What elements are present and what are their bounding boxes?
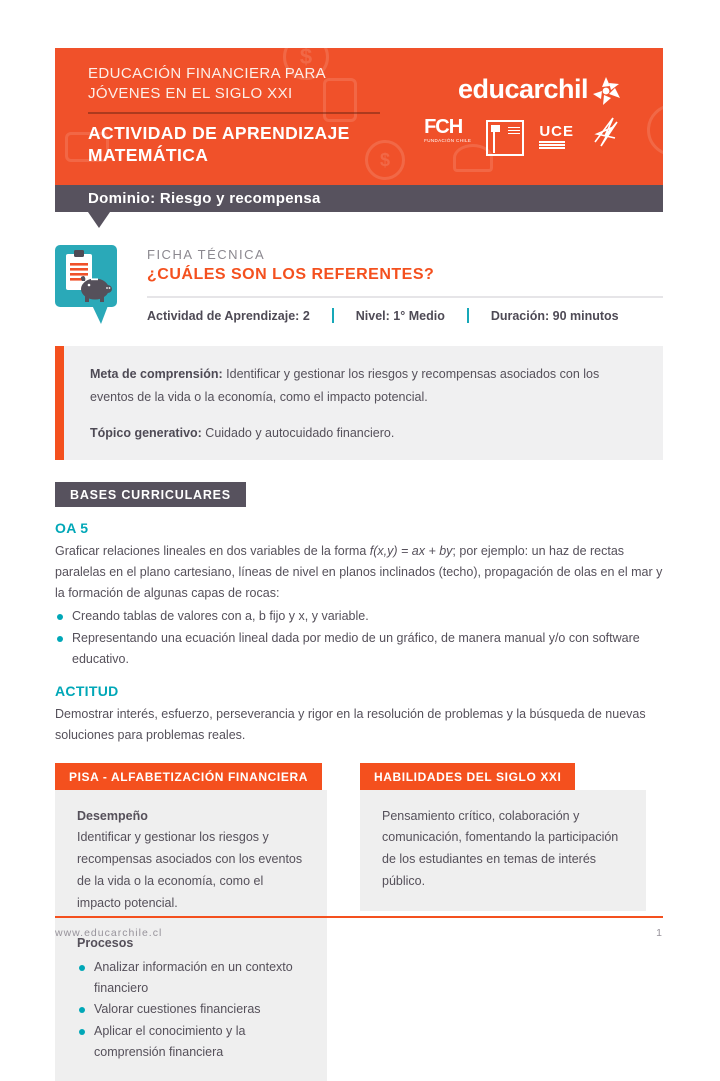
- header-band: [55, 48, 663, 185]
- coin-doodle-icon: $: [365, 140, 405, 180]
- activity-details: [147, 308, 663, 323]
- detail-duration: Duración: 90 minutos: [491, 309, 619, 323]
- oa5-bullet: Creando tablas de valores con a, b fijo y x, y variable.: [55, 606, 663, 627]
- coin-doodle-icon: $: [283, 34, 329, 80]
- skills-box: [360, 790, 646, 912]
- header-divider: [88, 112, 380, 114]
- scribble-star-icon: [589, 112, 623, 157]
- proceso-bullet: Analizar información en un contexto financiero: [77, 957, 305, 1000]
- procesos-label: Procesos: [77, 936, 133, 950]
- oa5-bullet: Representando una ecuación lineal dada por medio de un gráfico, de manera manual y/o con software educativo.: [55, 628, 663, 671]
- topico-generativo: Tópico generativo: Cuidado y autocuidado financiero.: [90, 422, 637, 445]
- ficha-tecnica-section: [55, 245, 663, 332]
- detail-activity: Actividad de Aprendizaje: 2: [147, 309, 310, 323]
- skills-column: [360, 763, 646, 912]
- skills-text: Pensamiento crítico, colaboración y comunicación, fomentando la participación de los estudiantes en temas de interés público.: [382, 809, 618, 889]
- comprehension-goal-box: [55, 346, 663, 460]
- desempeno-label: Desempeño: [77, 809, 148, 823]
- domain-bar: [55, 185, 663, 212]
- ficha-divider: [147, 296, 663, 298]
- ficha-kicker: FICHA TÉCNICA: [147, 247, 663, 262]
- desempeno-text: Identificar y gestionar los riesgos y recompensas asociados con los eventos de la vida o la economía, como el impacto potencial.: [77, 830, 302, 910]
- actitud-heading: ACTITUD: [55, 683, 663, 699]
- page-footer: [55, 916, 663, 939]
- uce-logo: UCE: [539, 124, 574, 150]
- oa5-formula: f(x,y) = ax + by: [370, 544, 453, 558]
- educarchile-logo: educarchil: [458, 74, 623, 113]
- coin-doodle-icon: $: [647, 104, 699, 156]
- footer-page-number: 1: [656, 927, 663, 939]
- ministerio-educacion-logo: [486, 120, 524, 156]
- ficha-title: ¿CUÁLES SON LOS REFERENTES?: [147, 266, 663, 284]
- domain-bar-pointer: [88, 212, 110, 228]
- detail-level: Nivel: 1° Medio: [356, 309, 445, 323]
- footer-url[interactable]: www.educarchile.cl: [55, 927, 162, 939]
- header-kicker: EDUCACIÓN FINANCIERA PARA JÓVENES EN EL SIGLO XXI: [88, 64, 380, 105]
- proceso-bullet: Aplicar el conocimiento y la comprensión financiera: [77, 1021, 305, 1064]
- proceso-bullet: Valorar cuestiones financieras: [77, 999, 305, 1020]
- oa5-heading: OA 5: [55, 520, 663, 536]
- document-page: [0, 48, 720, 969]
- detail-separator: [332, 308, 334, 323]
- educarchile-star-icon: [589, 74, 623, 113]
- pisa-badge: PISA - ALFABETIZACIÓN FINANCIERA: [55, 763, 322, 790]
- header-text-block: [88, 64, 380, 167]
- oa5-paragraph: Graficar relaciones lineales en dos variables de la forma f(x,y) = ax + by; por ejemplo: un haz de rectas paralelas en el plano cartesiano, líneas de nivel en planos inclinados (techo), propagación de olas en el mar y la formación de algunas capas de rocas:: [55, 541, 663, 605]
- oa5-bullet-list: [55, 606, 663, 670]
- fch-logo: FCH FUNDACIÓN CHILE: [424, 118, 471, 143]
- clipboard-piggybank-icon: [55, 245, 119, 332]
- domain-bar-label: Dominio: Riesgo y recompensa: [88, 190, 321, 207]
- procesos-bullet-list: [77, 957, 305, 1063]
- domain-bar-wrap: [55, 185, 663, 212]
- bases-curriculares-badge: BASES CURRICULARES: [55, 482, 246, 507]
- partner-logos: [424, 118, 623, 157]
- header-title: ACTIVIDAD DE APRENDIZAJE MATEMÁTICA: [88, 122, 380, 168]
- detail-separator: [467, 308, 469, 323]
- ficha-body: [147, 245, 663, 332]
- actitud-paragraph: Demostrar interés, esfuerzo, perseverancia y rigor en la resolución de problemas y la búsqueda de nuevas soluciones para problemas reales.: [55, 704, 663, 747]
- meta-comprension: Meta de comprensión: Identificar y gestionar los riesgos y recompensas asociados con los eventos de la vida o la economía, como el impacto potencial.: [90, 363, 637, 408]
- skills-badge: HABILIDADES DEL SIGLO XXI: [360, 763, 575, 790]
